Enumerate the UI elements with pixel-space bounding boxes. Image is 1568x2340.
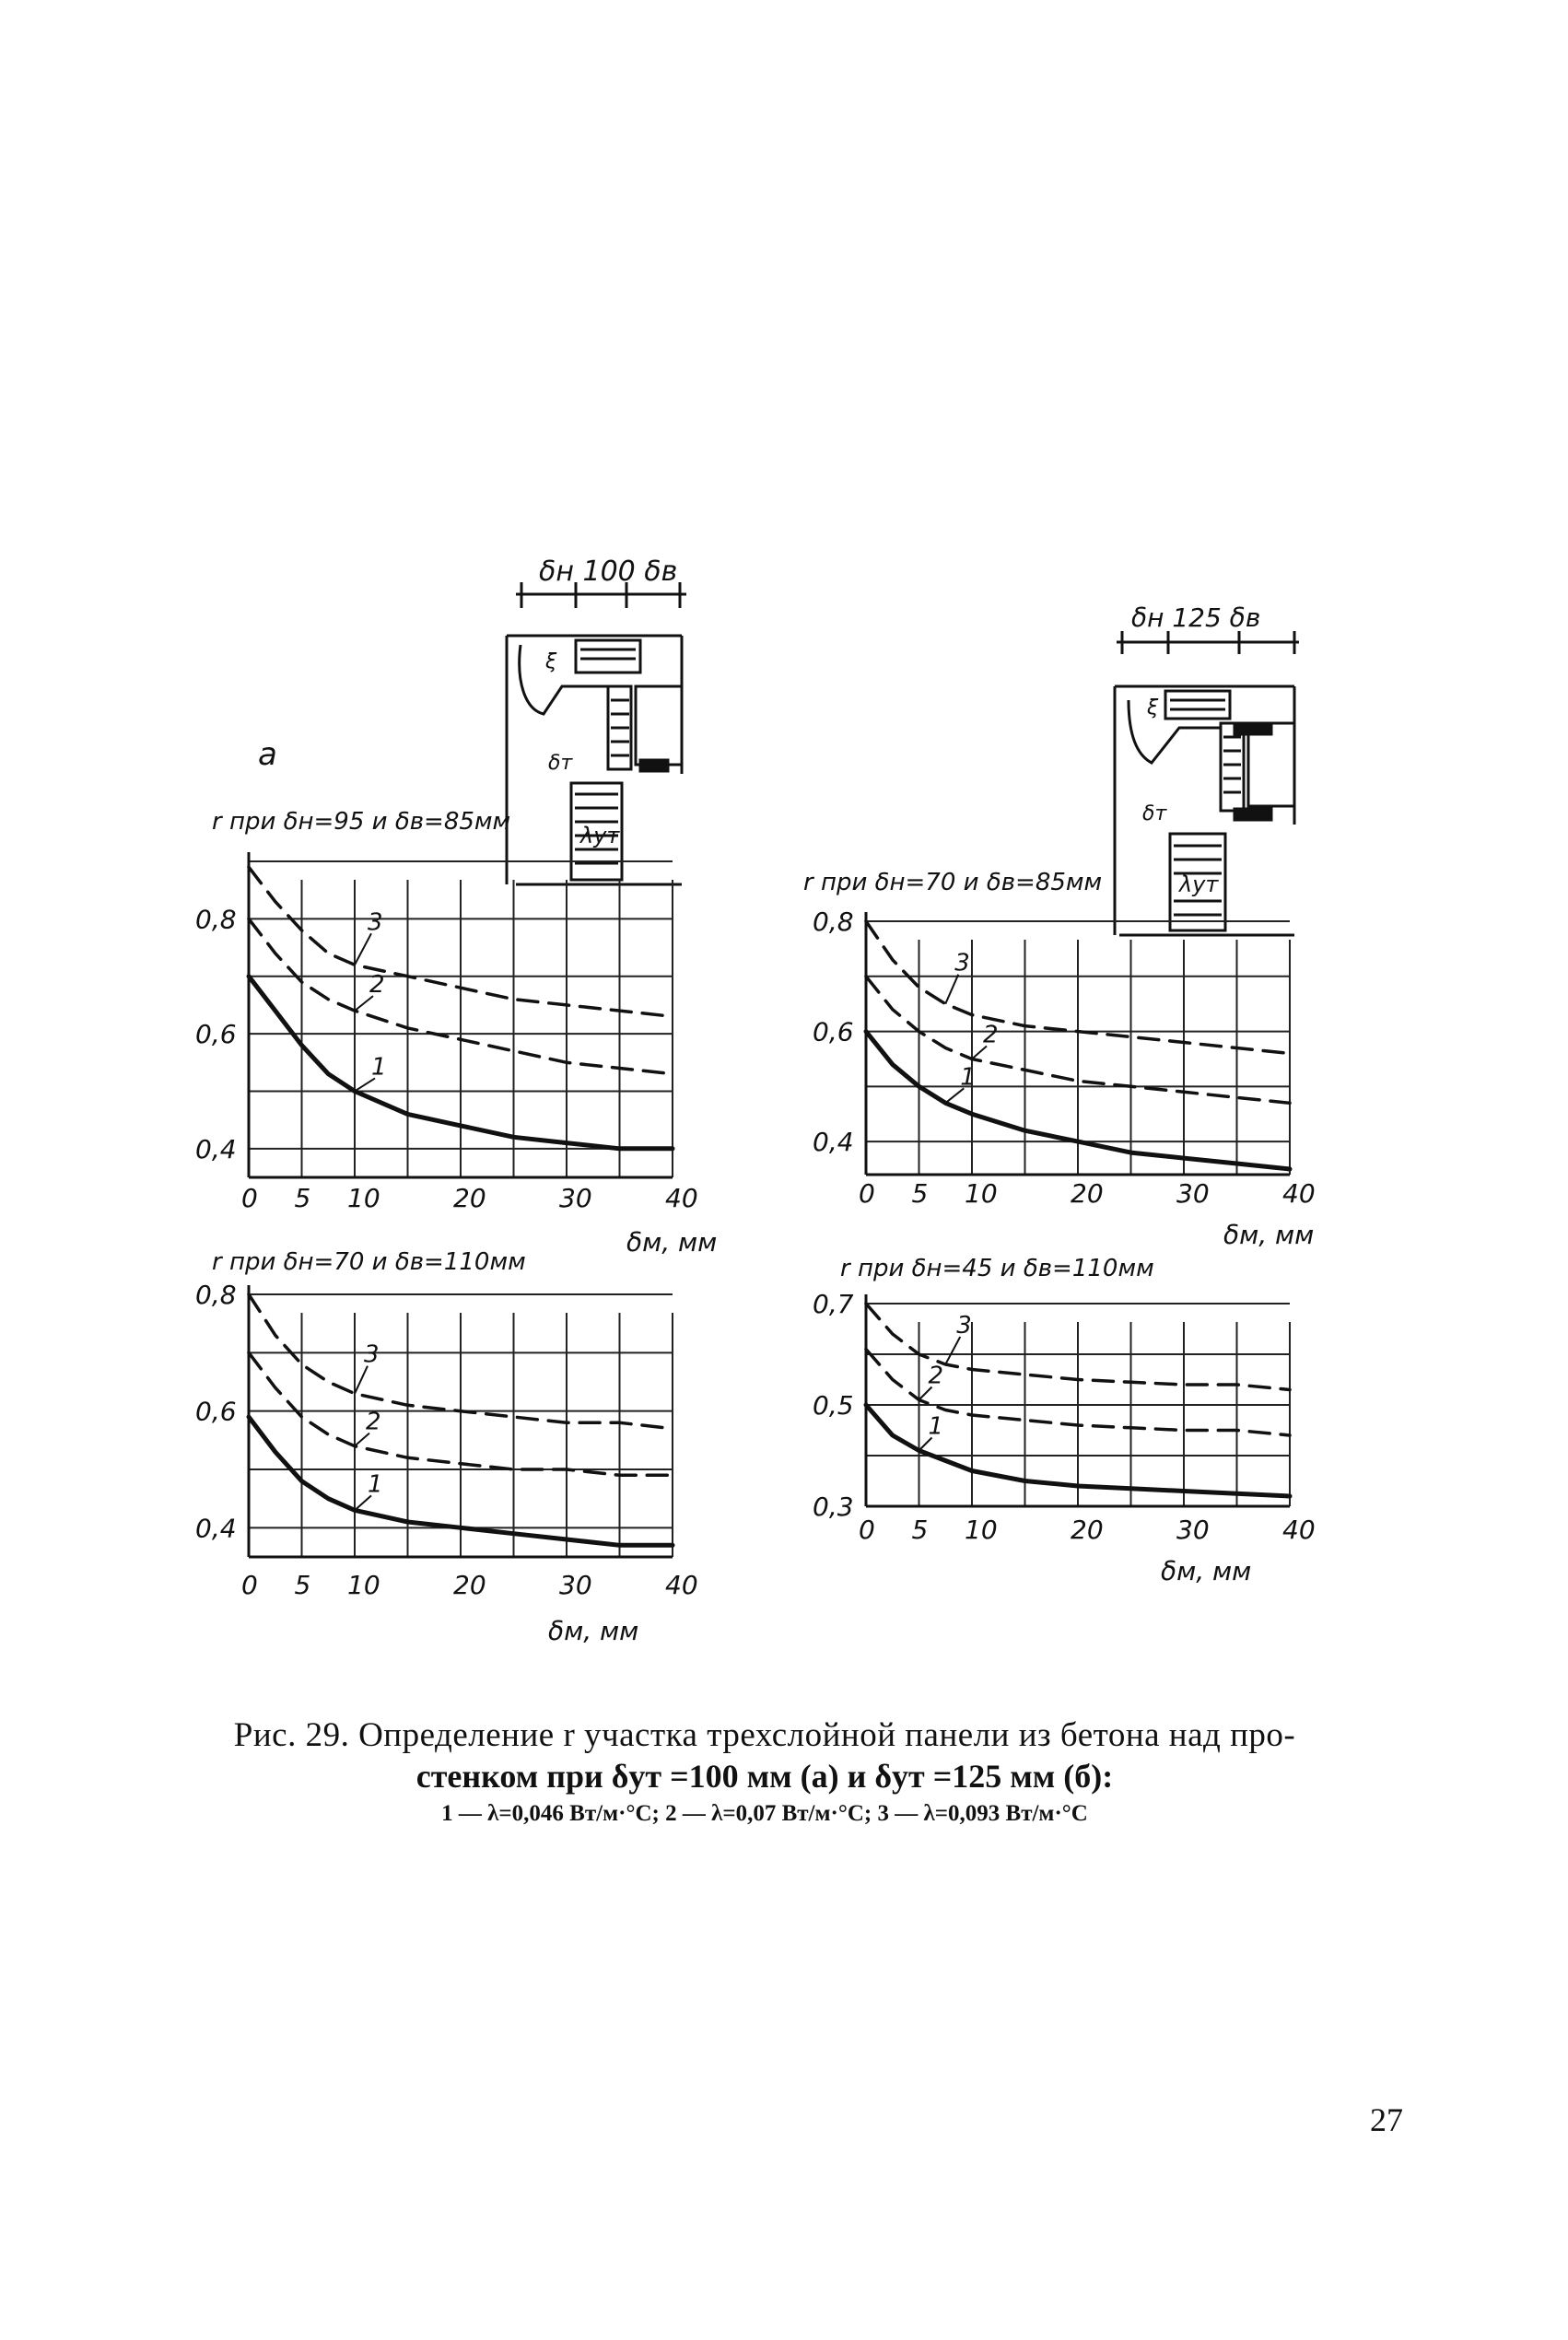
diagram-a-lintel [636,686,682,765]
x-tick-label: 0 [859,1178,875,1209]
y-tick-label: 0,4 [195,1513,237,1544]
diagram-b-seal-bottom [1235,809,1271,820]
caption-line-2: стенком при δут =100 мм (а) и δут =125 мм (б): [415,1758,1114,1795]
x-tick-label: 30 [559,1570,592,1600]
x-tick-label: 0 [241,1570,258,1600]
diagram-a-insulation-label: λут [580,823,620,848]
curve-label-2: 2 [366,1408,381,1436]
y-tick-label: 0,8 [195,1280,237,1310]
curve-label-3: 3 [956,1312,972,1340]
caption-line-3: 1 — λ=0,046 Вт/м·°С; 2 — λ=0,07 Вт/м·°С; 3 — λ=0,093 Вт/м·°С [441,1801,1088,1826]
curve-label-leader [945,975,958,1004]
x-tick-label: 10 [347,1183,380,1213]
x-tick-label: 40 [1282,1515,1316,1545]
x-tick-label: 30 [1176,1178,1210,1209]
diagram-b-top-insulation [1165,691,1230,719]
x-tick-label: 40 [1282,1178,1316,1209]
curve-label-1: 1 [371,1053,387,1082]
x-axis-label: δм, мм [548,1616,639,1646]
x-tick-label: 10 [965,1178,998,1209]
diagram-a-delta-label: δт [548,752,573,775]
caption-line-1: Рис. 29. Определение r участка трехслойной панели из бетона над про- [233,1716,1296,1754]
curve-label-1: 1 [368,1470,383,1499]
y-tick-label: 0,8 [195,904,237,935]
curve-label-1: 1 [928,1412,944,1441]
curve-label-2: 2 [928,1362,944,1390]
x-tick-label: 30 [1176,1515,1210,1545]
y-tick-label: 0,4 [813,1127,854,1158]
diagram-a-dimension-label: δн 100 δв [539,556,678,588]
diagram-a-seal [640,760,668,771]
x-axis-label: δм, мм [626,1227,718,1258]
x-tick-label: 5 [294,1183,311,1213]
chart-title: r при δн=70 и δв=110мм [212,1248,526,1276]
chart-a-top [195,808,717,1258]
x-tick-label: 10 [965,1515,998,1545]
diagram-b-delta-label: δт [1142,802,1167,825]
y-tick-label: 0,7 [813,1289,854,1319]
x-tick-label: 20 [453,1183,486,1213]
x-axis-label: δм, мм [1223,1220,1315,1250]
panel-letter-a: а [258,736,277,773]
y-tick-label: 0,6 [195,1396,237,1427]
diagram-b-insulation-label: λут [1179,872,1219,897]
y-tick-label: 0,6 [195,1019,237,1050]
curve-label-3: 3 [364,1340,380,1369]
diagram-b-xi-label: ξ [1147,696,1159,720]
diagram-a-xi-label: ξ [545,650,557,673]
curve-label-leader [355,1366,368,1394]
curve-label-2: 2 [369,971,385,1000]
chart-b-top [803,869,1316,1250]
diagram-b-seal-top [1235,723,1271,734]
diagram-b [1115,603,1299,935]
x-axis-label: δм, мм [1161,1556,1252,1586]
curve-label-1: 1 [960,1063,976,1092]
y-tick-label: 0,6 [813,1016,854,1047]
x-tick-label: 40 [665,1570,698,1600]
figure-caption [166,1715,1363,1827]
page-number: 27 [1370,2101,1403,2138]
chart-title: r при δн=70 и δв=85мм [803,869,1103,896]
curve-label-3: 3 [954,949,970,977]
curve-label-leader [355,933,371,965]
diagram-b-dimension-label: δн 125 δв [1131,603,1261,633]
x-tick-label: 5 [911,1178,929,1209]
x-tick-label: 5 [911,1515,929,1545]
x-tick-label: 0 [859,1515,875,1545]
x-tick-label: 10 [347,1570,380,1600]
x-tick-label: 20 [1071,1178,1104,1209]
x-tick-label: 0 [241,1183,258,1213]
curve-label-leader [945,1337,960,1364]
diagram-a [507,556,686,884]
curve-label-2: 2 [983,1021,999,1049]
y-tick-label: 0,5 [813,1390,854,1421]
x-tick-label: 20 [453,1570,486,1600]
chart-b-bottom [813,1255,1316,1586]
y-tick-label: 0,4 [195,1133,237,1164]
chart-title: r при δн=95 и δв=85мм [212,808,511,836]
chart-title: r при δн=45 и δв=110мм [840,1255,1154,1282]
x-tick-label: 20 [1071,1515,1104,1545]
curve-label-3: 3 [368,908,383,937]
chart-a-bottom [195,1248,698,1646]
x-tick-label: 30 [559,1183,592,1213]
x-tick-label: 40 [665,1183,698,1213]
diagram-a-top-insulation [576,640,640,673]
x-tick-label: 5 [294,1570,311,1600]
y-tick-label: 0,8 [813,907,854,937]
y-tick-label: 0,3 [813,1492,854,1522]
